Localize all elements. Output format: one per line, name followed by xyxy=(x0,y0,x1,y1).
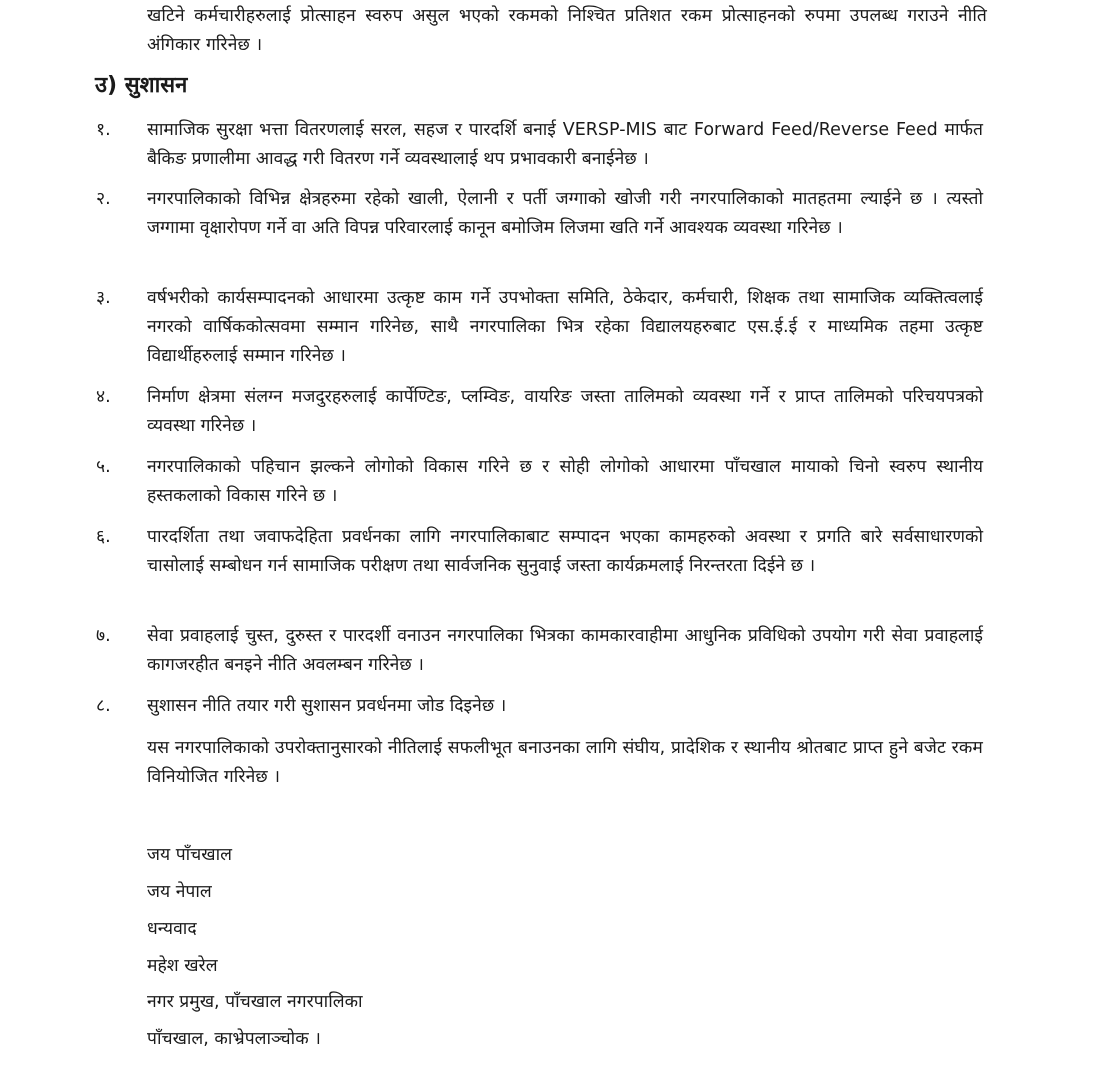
item-number: ८. xyxy=(96,696,111,716)
signatory-address: पाँचखाल, काभ्रेपलाञ्चोक । xyxy=(147,1029,321,1049)
item-text: सुशासन नीति तयार गरी सुशासन प्रवर्धनमा जोड दिइनेछ । xyxy=(147,696,507,716)
intro-paragraph: खटिने कर्मचारीहरुलाई प्रोत्साहन स्वरुप असुल भएको रकमको निश्चित प्रतिशत रकम प्रोत्साहनको रुपमा उपलब्ध गराउने नीति अंगिकार गरिनेछ । xyxy=(147,6,987,55)
signatory-name: महेश खरेल xyxy=(147,956,218,976)
closing-jay-nepal: जय नेपाल xyxy=(147,882,212,902)
budget-paragraph: यस नगरपालिकाको उपरोक्तानुसारको नीतिलाई सफलीभूत बनाउनका लागि संघीय, प्रादेशिक र स्थानीय श्रोतबाट प्राप्त हुने बजेट रकम विनियोजित गरिनेछ । xyxy=(147,738,983,787)
item-text: नगरपालिकाको पहिचान झल्कने लोगोको विकास गरिने छ र सोही लोगोको आधारमा पाँचखाल मायाको चिनो स्वरुप स्थानीय हस्तकलाको विकास गरिने छ । xyxy=(147,457,983,506)
item-text: वर्षभरीको कार्यसम्पादनको आधारमा उत्कृष्ट काम गर्ने उपभोक्ता समिति, ठेकेदार, कर्मचारी, शिक्षक तथा सामाजिक व्यक्तित्वलाई नगरको वार्षिककोत्सवमा सम्मान गरिनेछ, साथै नगरपालिका भित्र रहेका विद्यालयहरुबाट एस.ई.ई र माध्यमिक तहमा उत्कृष्ट विद्यार्थीहरुलाई सम्मान गरिनेछ । xyxy=(147,288,983,366)
item-number: ४. xyxy=(96,387,111,407)
item-text: सेवा प्रवाहलाई चुस्त, दुरुस्त र पारदर्शी वनाउन नगरपालिका भित्रका कामकारवाहीमा आधुनिक प्रविधिको उपयोग गरी सेवा प्रवाहलाई कागजरहीत बनइने नीति अवलम्बन गरिनेछ । xyxy=(147,626,983,675)
item-text: नगरपालिकाको विभिन्न क्षेत्रहरुमा रहेको खाली, ऐलानी र पर्ती जग्गाको खोजी गरी नगरपालिकाको मातहतमा ल्याईने छ । त्यस्तो जग्गामा वृक्षारोपण गर्ने वा अति विपन्न परिवारलाई कानून बमोजिम लिजमा खति गर्ने आवश्यक व्यवस्था गरिनेछ । xyxy=(147,189,983,238)
closing-jay-panchkhal: जय पाँचखाल xyxy=(147,845,232,865)
item-number: २. xyxy=(96,189,111,209)
item-number: ५. xyxy=(96,457,111,477)
item-text: सामाजिक सुरक्षा भत्ता वितरणलाई सरल, सहज र पारदर्शि बनाई VERSP-MIS बाट Forward Feed/Reverse Feed मार्फत बैकिङ प्रणालीमा आवद्ध गरी वितरण गर्ने व्यवस्थालाई थप प्रभावकारी बनाईनेछ । xyxy=(147,120,983,169)
item-text: पारदर्शिता तथा जवाफदेहिता प्रवर्धनका लागि नगरपालिकाबाट सम्पादन भएका कामहरुको अवस्था र प्रगति बारे सर्वसाधारणको चासोलाई सम्बोधन गर्न सामाजिक परीक्षण तथा सार्वजनिक सुनुवाई जस्ता कार्यक्रमलाई निरन्तरता दिईने छ । xyxy=(147,527,983,576)
section-heading: उ) सुशासन xyxy=(95,73,188,98)
item-number: १. xyxy=(96,120,111,140)
item-number: ३. xyxy=(96,288,111,308)
item-number: ७. xyxy=(96,626,111,646)
signatory-title: नगर प्रमुख, पाँचखाल नगरपालिका xyxy=(147,992,363,1012)
item-number: ६. xyxy=(96,527,111,547)
item-text: निर्माण क्षेत्रमा संलग्न मजदुरहरुलाई कार्पेण्टिङ, प्लम्विङ, वायरिङ जस्ता तालिमको व्यवस्था गर्ने र प्राप्त तालिमको परिचयपत्रको व्यवस्था गरिनेछ । xyxy=(147,387,983,436)
closing-thanks: धन्यवाद xyxy=(147,919,197,939)
